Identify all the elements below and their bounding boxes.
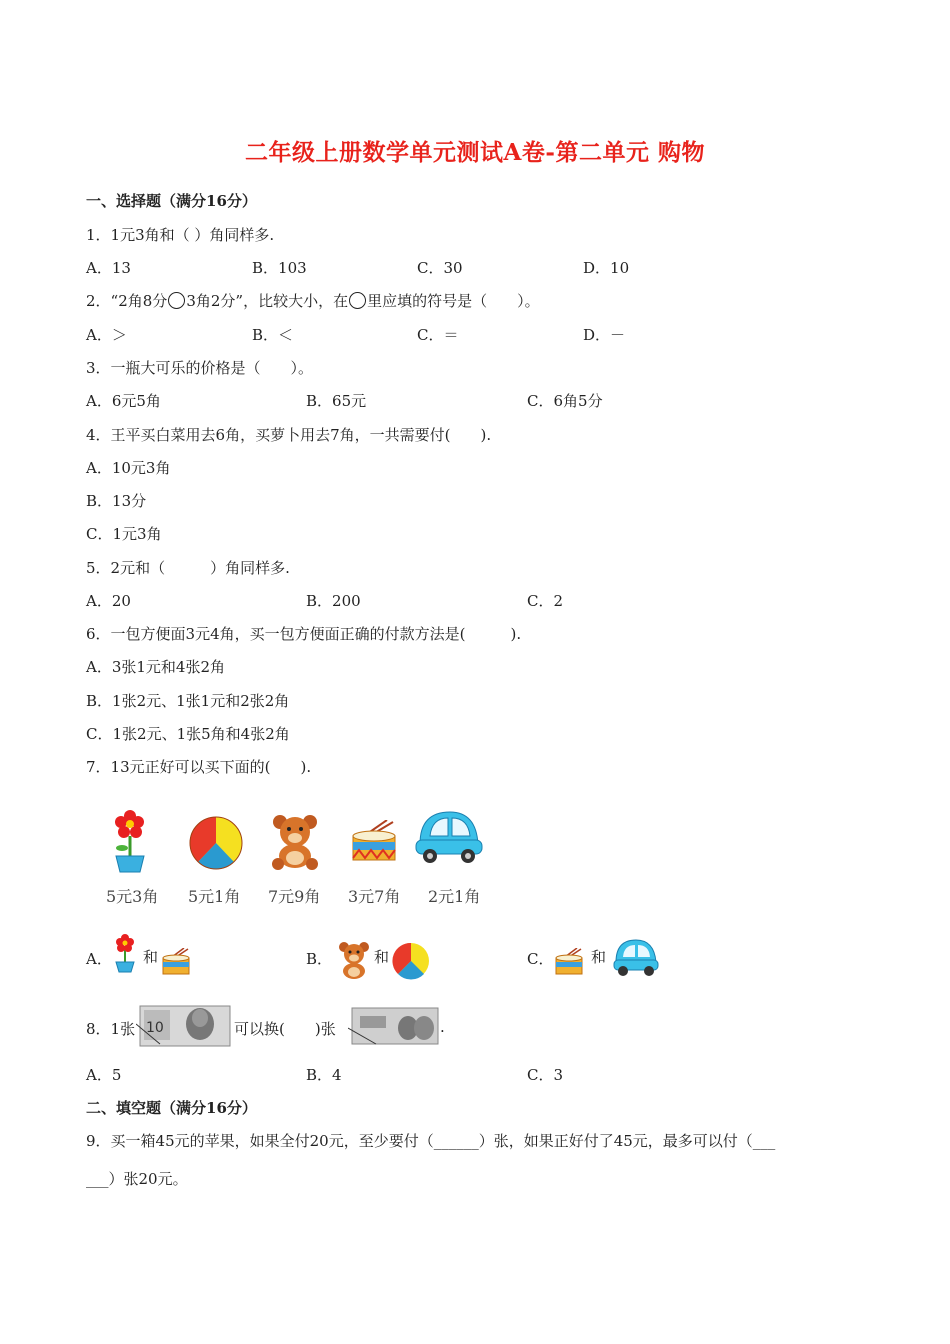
q7-option-b: B．	[306, 950, 333, 968]
toy-car-image	[414, 806, 484, 866]
ten-yuan-note-image	[136, 1002, 232, 1048]
price-bear: 7元9角	[268, 887, 321, 906]
question-5: 5．2元和（ ）角同样多.	[86, 559, 290, 577]
q2-option-a: A．＞	[86, 326, 127, 344]
q3-option-b: B．65元	[306, 392, 367, 410]
q4-option-a: A．10元3角	[86, 459, 171, 477]
price-flower: 5元3角	[106, 887, 159, 906]
teddy-bear-icon	[334, 940, 374, 980]
question-8-middle: 可以换( )张	[234, 1020, 336, 1038]
note-denomination: 10	[146, 1020, 164, 1036]
drum-icon	[160, 948, 192, 978]
q5-option-b: B．200	[306, 592, 361, 610]
q2-text-2: 3角2分”，比较大小，在	[186, 292, 349, 310]
q7-a-and: 和	[143, 948, 159, 966]
q5-option-c: C．2	[527, 592, 564, 610]
q1-option-d: D．10	[583, 259, 630, 277]
q3-option-a: A．6元5角	[86, 392, 161, 410]
banknote-image	[348, 1004, 440, 1046]
beach-ball-image	[188, 815, 244, 871]
q2-text-1: 2．“2角8分	[86, 292, 168, 310]
q2-option-b: B．＜	[252, 326, 294, 344]
section-heading-choice: 一、选择题（满分16分）	[86, 192, 257, 210]
question-8-prefix: 8．1张	[86, 1020, 136, 1038]
q8-option-b: B．4	[306, 1066, 342, 1084]
q7-option-a: A．	[86, 950, 112, 968]
teddy-bear-image	[266, 812, 324, 870]
section-heading-fill: 二、填空题（满分16分）	[86, 1099, 257, 1117]
price-drum: 3元7角	[348, 887, 401, 906]
question-2	[86, 290, 540, 311]
q2-option-c: C．＝	[417, 326, 459, 344]
question-4: 4．王平买白菜用去6角，买萝卜用去7角，一共需要付( ).	[86, 426, 492, 444]
question-6: 6．一包方便面3元4角，买一包方便面正确的付款方法是( ).	[86, 625, 522, 643]
q1-option-b: B．103	[252, 259, 307, 277]
q8-option-a: A．5	[86, 1066, 122, 1084]
toy-car-icon	[612, 936, 660, 978]
q7-c-and: 和	[591, 948, 607, 966]
flower-pot-icon	[110, 932, 140, 974]
q2-option-d: D．－	[583, 326, 626, 344]
blank-circle	[349, 292, 366, 309]
q4-option-b: B．13分	[86, 492, 147, 510]
question-7: 7．13元正好可以买下面的( ).	[86, 758, 312, 776]
question-3: 3．一瓶大可乐的价格是（ ）。	[86, 359, 314, 377]
question-1: 1．1元3角和（ ）角同样多.	[86, 226, 275, 244]
question-9-line-1: 9．买一箱45元的苹果，如果全付20元，至少要付（______）张，如果正好付了45元，最多可以付（___	[86, 1132, 776, 1150]
question-9-line-2: ___）张20元。	[86, 1170, 188, 1188]
q1-option-a: A．13	[86, 259, 131, 277]
q2-text-3: 里应填的符号是（ ）。	[367, 292, 540, 310]
q6-option-c: C．1张2元、1张5角和4张2角	[86, 725, 290, 743]
q8-option-c: C．3	[527, 1066, 564, 1084]
drum-icon	[553, 948, 585, 978]
q6-option-a: A．3张1元和4张2角	[86, 658, 226, 676]
q4-option-c: C．1元3角	[86, 525, 162, 543]
q6-option-b: B．1张2元、1张1元和2张2角	[86, 692, 290, 710]
flower-pot-image	[104, 806, 156, 876]
drum-image	[349, 820, 399, 866]
question-8-suffix: .	[440, 1018, 445, 1036]
q7-b-and: 和	[374, 948, 390, 966]
q1-option-c: C．30	[417, 259, 463, 277]
beach-ball-icon	[392, 942, 430, 980]
q3-option-c: C．6角5分	[527, 392, 603, 410]
q7-option-c: C．	[527, 950, 554, 968]
price-ball: 5元1角	[188, 887, 241, 906]
q5-option-a: A．20	[86, 592, 131, 610]
price-car: 2元1角	[428, 887, 481, 906]
page-title: 二年级上册数学单元测试A卷-第二单元 购物	[245, 139, 705, 166]
blank-circle	[168, 292, 185, 309]
